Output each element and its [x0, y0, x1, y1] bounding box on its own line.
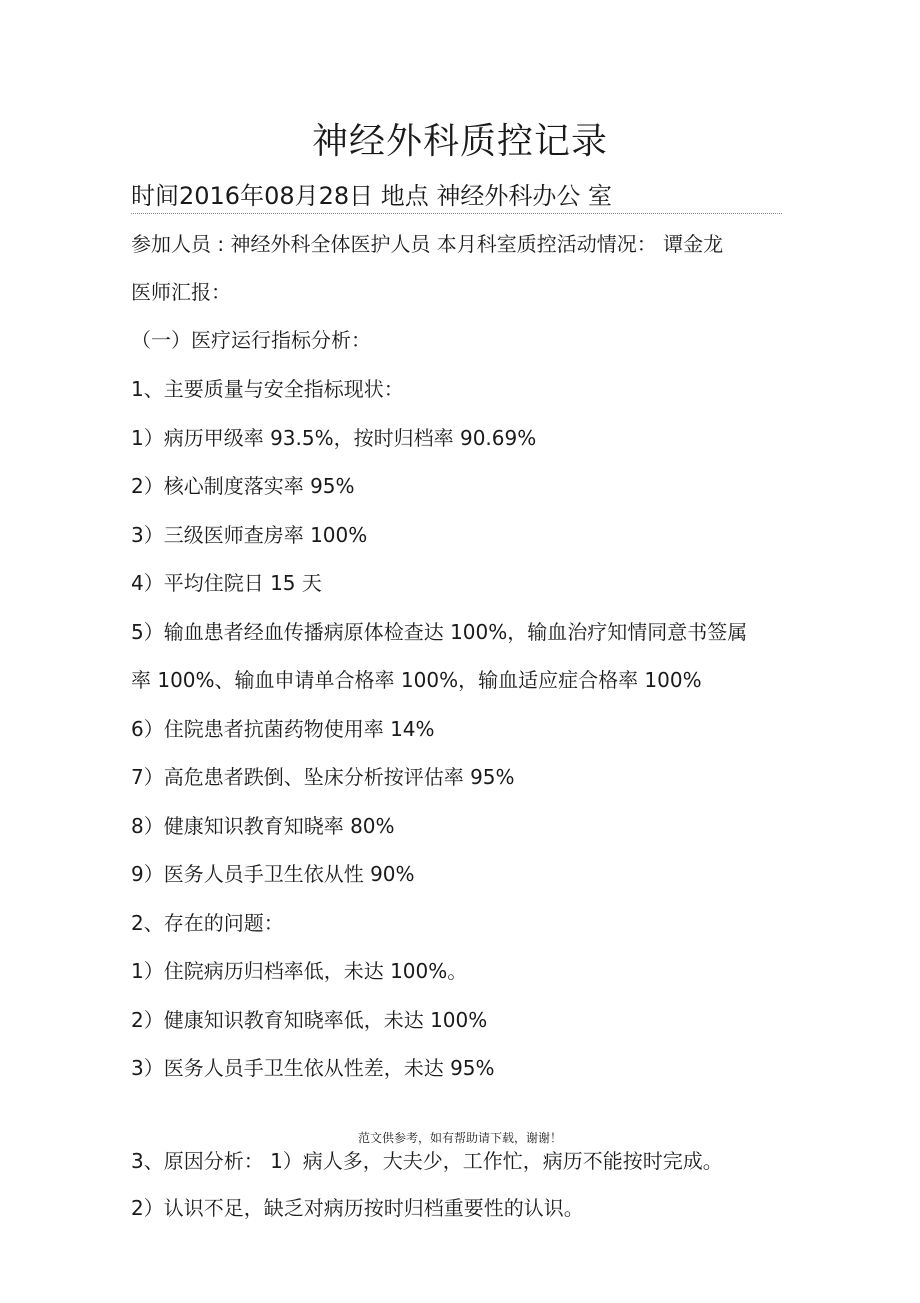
dotted-divider — [131, 213, 782, 214]
indicator-line: 率 100%、输血申请单合格率 100%，输血适应症合格率 100% — [131, 668, 702, 692]
indicator-line: 4）平均住院日 15 天 — [131, 571, 322, 595]
indicator-line: 8）健康知识教育知晓率 80% — [131, 814, 395, 838]
subsection-heading-cause-analysis: 3、原因分析： 1）病人多，大夫少，工作忙，病历不能按时完成。 — [131, 1149, 723, 1173]
problem-line: 3）医务人员手卫生依从性差，未达 95% — [131, 1056, 495, 1080]
subsection-heading-current-status: 1、主要质量与安全指标现状： — [131, 377, 404, 401]
indicator-line: 9）医务人员手卫生依从性 90% — [131, 862, 415, 886]
page-footer-note: 范文供参考，如有帮助请下载，谢谢！ — [357, 1131, 562, 1145]
problem-line: 2）健康知识教育知晓率低，未达 100% — [131, 1008, 488, 1032]
indicator-line: 3）三级医师查房率 100% — [131, 523, 368, 547]
attendees-line-continued: 医师汇报： — [131, 280, 231, 304]
indicator-line: 5）输血患者经血传播病原体检查达 100%，输血治疗知情同意书签属 — [131, 620, 748, 644]
problem-line: 1）住院病历归档率低，未达 100%。 — [131, 959, 468, 983]
subsection-heading-problems: 2、存在的问题： — [131, 911, 284, 935]
attendees-line: 参加人员 : 神经外科全体医护人员 本月科室质控活动情况： 谭金龙 — [131, 232, 724, 256]
indicator-line: 2）核心制度落实率 95% — [131, 474, 355, 498]
section-heading-medical-indicators: （一）医疗运行指标分析： — [131, 328, 371, 352]
indicator-line: 1）病历甲级率 93.5%，按时归档率 90.69% — [131, 426, 537, 450]
indicator-line: 6）住院患者抗菌药物使用率 14% — [131, 717, 435, 741]
document-title: 神经外科质控记录 — [311, 121, 608, 162]
meeting-time-location: 时间2016年08月28日 地点 神经外科办公 室 — [131, 182, 613, 210]
indicator-line: 7）高危患者跌倒、坠床分析按评估率 95% — [131, 765, 515, 789]
cause-line: 2）认识不足，缺乏对病历按时归档重要性的认识。 — [131, 1196, 584, 1220]
